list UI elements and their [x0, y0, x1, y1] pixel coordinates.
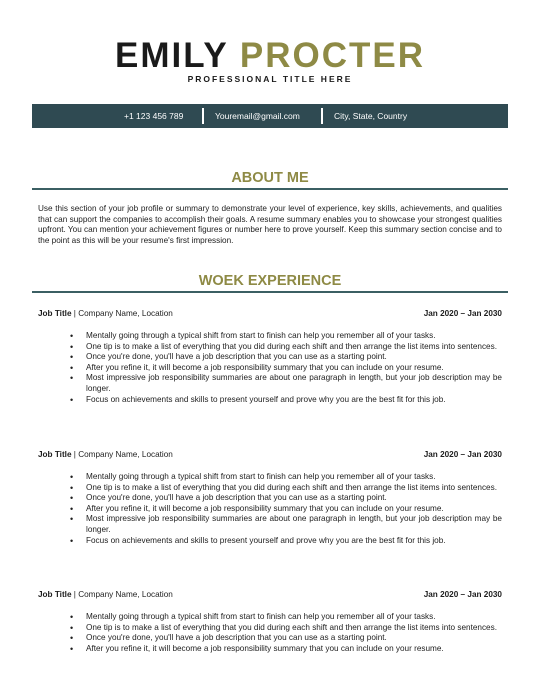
job-title: Job Title — [38, 590, 72, 599]
about-text: Use this section of your job profile or summary to demonstrate your level of experience, key skills, achievements, and qualities that can support the companies to accomplish their goals. A resume summary enables you to showcase your strongest qualities upfront. You can mention your achievement figures or number here to prove yourself. Keep this summary section concise and to the point as this will be your resume's first impression. — [38, 204, 502, 245]
job-bullet: • Once you're done, you'll have a job description that you can use as a starting point. — [86, 633, 502, 644]
experience-title: WOEK EXPERIENCE — [198, 273, 342, 289]
last-name: PROCTER — [239, 36, 425, 75]
job-bullet: • After you refine it, it will become a job responsibility summary that you can include on your resume. — [86, 644, 502, 655]
job-bullet: • One tip is to make a list of everything that you did during each shift and then arrange the list items into sentences. — [86, 623, 502, 634]
job-bullet: • Mentally going through a typical shift from start to finish can help you remember all of your tasks. — [86, 331, 502, 342]
about-title: ABOUT ME — [231, 170, 309, 186]
job-dates: Jan 2020 – Jan 2030 — [423, 309, 502, 318]
job-entry — [38, 450, 502, 546]
about-rule — [32, 188, 508, 190]
job-bullets — [86, 331, 502, 405]
job-header — [38, 309, 502, 321]
job-entry — [38, 590, 502, 654]
job-header — [38, 450, 502, 462]
job-bullet: • Mentally going through a typical shift from start to finish can help you remember all of your tasks. — [86, 472, 502, 483]
job-bullet: • Focus on achievements and skills to present yourself and prove why you are the best fit for this job. — [86, 536, 502, 547]
job-bullet: • Focus on achievements and skills to present yourself and prove why you are the best fit for this job. — [86, 395, 502, 406]
job-header — [38, 590, 502, 602]
contact-divider — [321, 108, 323, 124]
experience-rule — [32, 291, 508, 293]
location: City, State, Country — [334, 111, 408, 121]
job-bullet: • After you refine it, it will become a job responsibility summary that you can include on your resume. — [86, 504, 502, 515]
first-name: EMILY — [115, 36, 229, 75]
job-bullet: • Most impressive job responsibility summaries are about one paragraph in length, but your job description may be longer. — [86, 373, 502, 394]
job-bullets — [86, 612, 502, 654]
job-dates: Jan 2020 – Jan 2030 — [423, 450, 502, 459]
job-bullet: • One tip is to make a list of everything that you did during each shift and then arrange the list items into sentences. — [86, 342, 502, 353]
email-address: Youremail@gmail.com — [215, 111, 300, 121]
job-bullet: • Once you're done, you'll have a job description that you can use as a starting point. — [86, 352, 502, 363]
professional-title: PROFESSIONAL TITLE HERE — [187, 74, 353, 84]
job-title: Job Title — [38, 309, 72, 318]
phone-number: +1 123 456 789 — [124, 111, 184, 121]
contact-bar — [32, 104, 508, 128]
job-bullet: • Most impressive job responsibility summaries are about one paragraph in length, but your job description may be longer. — [86, 514, 502, 535]
job-bullet: • Mentally going through a typical shift from start to finish can help you remember all of your tasks. — [86, 612, 502, 623]
company-name: | Company Name, Location — [71, 590, 173, 599]
job-dates: Jan 2020 – Jan 2030 — [423, 590, 502, 599]
job-bullet: • After you refine it, it will become a job responsibility summary that you can include on your resume. — [86, 363, 502, 374]
company-name: | Company Name, Location — [71, 309, 173, 318]
candidate-name — [0, 37, 540, 75]
job-bullets — [86, 472, 502, 546]
job-bullet: • Once you're done, you'll have a job description that you can use as a starting point. — [86, 493, 502, 504]
contact-divider — [202, 108, 204, 124]
job-entry — [38, 309, 502, 405]
job-title: Job Title — [38, 450, 72, 459]
job-bullet: • One tip is to make a list of everything that you did during each shift and then arrange the list items into sentences. — [86, 483, 502, 494]
company-name: | Company Name, Location — [71, 450, 173, 459]
